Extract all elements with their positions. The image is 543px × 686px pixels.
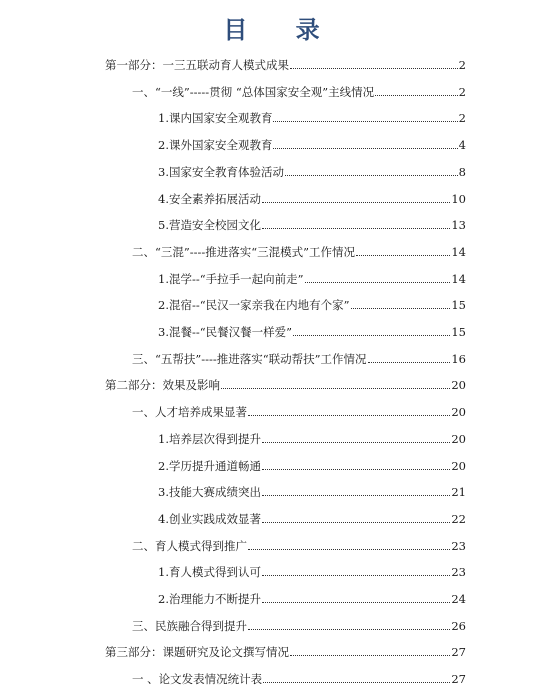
toc-entry-text: 一、“一线”-----贯彻 “总体国家安全观”主线情况 bbox=[132, 84, 375, 99]
toc-entry-page: 13 bbox=[451, 218, 466, 233]
toc-entry-page: 21 bbox=[451, 485, 466, 500]
toc-entry-text: 2.混宿--“民汉一家亲我在内地有个家” bbox=[158, 298, 350, 313]
toc-entry-page: 26 bbox=[451, 618, 466, 633]
dot-leader bbox=[290, 655, 450, 656]
toc-entry-text: 3.混餐--“民餐汉餐一样爱” bbox=[158, 325, 293, 339]
dot-leader bbox=[375, 95, 458, 96]
toc-entry-page: 14 bbox=[451, 244, 466, 259]
toc-entry-page: 4 bbox=[458, 138, 466, 153]
toc-entry[interactable] bbox=[158, 426, 466, 446]
toc-entry-page: 23 bbox=[451, 565, 466, 580]
dot-leader bbox=[262, 202, 450, 203]
dot-leader bbox=[248, 549, 450, 550]
dot-leader bbox=[262, 469, 450, 470]
dot-leader bbox=[262, 495, 450, 496]
toc-entry-page: 10 bbox=[451, 191, 466, 206]
toc-entry[interactable] bbox=[158, 506, 466, 526]
toc-entry-page: 14 bbox=[451, 271, 466, 286]
dot-leader bbox=[368, 362, 451, 363]
toc-entry-text: 1.培养层次得到提升 bbox=[158, 431, 261, 446]
toc-entry-page: 20 bbox=[451, 405, 466, 420]
dot-leader bbox=[248, 629, 450, 630]
dot-leader bbox=[262, 602, 450, 603]
dot-leader bbox=[285, 175, 458, 176]
toc-entry-text: 3.国家安全教育体验活动 bbox=[158, 164, 284, 179]
toc-entry-text: 2.治理能力不断提升 bbox=[158, 592, 261, 606]
toc-entry[interactable] bbox=[158, 159, 466, 179]
dot-leader bbox=[221, 388, 450, 389]
toc-entry[interactable] bbox=[132, 533, 466, 553]
dot-leader bbox=[273, 121, 457, 122]
toc-entry-page: 22 bbox=[451, 511, 466, 526]
toc-entry-text: 2.课外国家安全观教育 bbox=[158, 138, 273, 153]
toc-entry-page: 8 bbox=[458, 164, 466, 179]
toc-entry[interactable] bbox=[158, 559, 466, 579]
toc-entry-text: 二、育人模式得到推广 bbox=[132, 538, 247, 553]
toc-entry[interactable] bbox=[132, 79, 466, 99]
toc-entry-page: 24 bbox=[451, 592, 466, 606]
toc-entry[interactable] bbox=[105, 639, 466, 659]
dot-leader bbox=[262, 228, 450, 229]
toc-entry[interactable] bbox=[105, 372, 466, 392]
dot-leader bbox=[248, 415, 450, 416]
toc-entry-page: 16 bbox=[451, 351, 466, 366]
toc-entry-text: 1.育人模式得到认可 bbox=[158, 565, 261, 580]
toc-entry-text: 5.营造安全校园文化 bbox=[158, 218, 261, 233]
toc-entry-text: 第二部分：效果及影响 bbox=[105, 378, 220, 393]
dot-leader bbox=[273, 148, 457, 149]
toc-entry-text: 3.技能大赛成绩突出 bbox=[158, 485, 261, 500]
dot-leader bbox=[262, 575, 450, 576]
toc-entry-text: 4.安全素养拓展活动 bbox=[158, 191, 261, 206]
toc-entry[interactable] bbox=[158, 105, 466, 125]
toc-entry[interactable] bbox=[158, 319, 466, 339]
toc-entry[interactable] bbox=[158, 479, 466, 499]
dot-leader bbox=[262, 522, 450, 523]
dot-leader bbox=[293, 335, 450, 336]
toc-entry[interactable] bbox=[158, 132, 466, 152]
toc-entry-text: 2.学历提升通道畅通 bbox=[158, 458, 261, 473]
toc-entry-page: 2 bbox=[458, 58, 466, 72]
toc-entry[interactable] bbox=[158, 186, 466, 206]
toc-entry-page: 15 bbox=[451, 325, 466, 339]
dot-leader bbox=[262, 442, 450, 443]
toc-entry-text: 第一部分：一三五联动育人模式成果 bbox=[105, 58, 289, 72]
toc-entry-page: 27 bbox=[451, 645, 466, 660]
toc-entry-text: 1.混学--“手拉手一起向前走” bbox=[158, 271, 304, 286]
toc-entry[interactable] bbox=[158, 292, 466, 312]
toc-entry[interactable] bbox=[132, 666, 466, 686]
toc-entry[interactable] bbox=[158, 266, 466, 286]
toc-entry-page: 15 bbox=[451, 298, 466, 313]
dot-leader bbox=[351, 308, 451, 309]
toc-entry-page: 23 bbox=[451, 538, 466, 553]
toc-entry[interactable] bbox=[158, 212, 466, 232]
dot-leader bbox=[356, 255, 450, 256]
toc-entry[interactable] bbox=[132, 239, 466, 259]
toc-entry-page: 20 bbox=[451, 378, 466, 393]
dot-leader bbox=[305, 282, 451, 283]
toc-entry[interactable] bbox=[158, 453, 466, 473]
toc-entry-text: 一、人才培养成果显著 bbox=[132, 405, 247, 420]
dot-leader bbox=[263, 682, 450, 683]
toc-entry[interactable] bbox=[158, 586, 466, 606]
toc-entry-page: 20 bbox=[451, 458, 466, 473]
toc-entry-text: 一 、论文发表情况统计表 bbox=[132, 672, 263, 686]
toc-entry-page: 27 bbox=[451, 672, 466, 686]
toc-entry-page: 2 bbox=[458, 111, 466, 126]
toc-entry-page: 2 bbox=[458, 84, 466, 99]
toc-entry-text: 三、民族融合得到提升 bbox=[132, 618, 247, 633]
toc-entry-text: 第三部分：课题研究及论文撰写情况 bbox=[105, 645, 289, 660]
toc-entry-text: 1.课内国家安全观教育 bbox=[158, 111, 273, 126]
toc-entry-text: 三、“五帮扶”----推进落实“联动帮扶”工作情况 bbox=[132, 351, 367, 366]
toc-entry[interactable] bbox=[132, 613, 466, 633]
toc-entry[interactable] bbox=[132, 346, 466, 366]
toc-entry-text: 二、“三混”----推进落实“三混模式”工作情况 bbox=[132, 244, 356, 259]
toc-entry-text: 4.创业实践成效显著 bbox=[158, 511, 261, 526]
toc-entry[interactable] bbox=[132, 399, 466, 419]
toc-title: 目 录 bbox=[223, 16, 340, 44]
toc-entry[interactable] bbox=[105, 52, 466, 72]
toc-entry-page: 20 bbox=[451, 431, 466, 446]
dot-leader bbox=[290, 68, 458, 69]
